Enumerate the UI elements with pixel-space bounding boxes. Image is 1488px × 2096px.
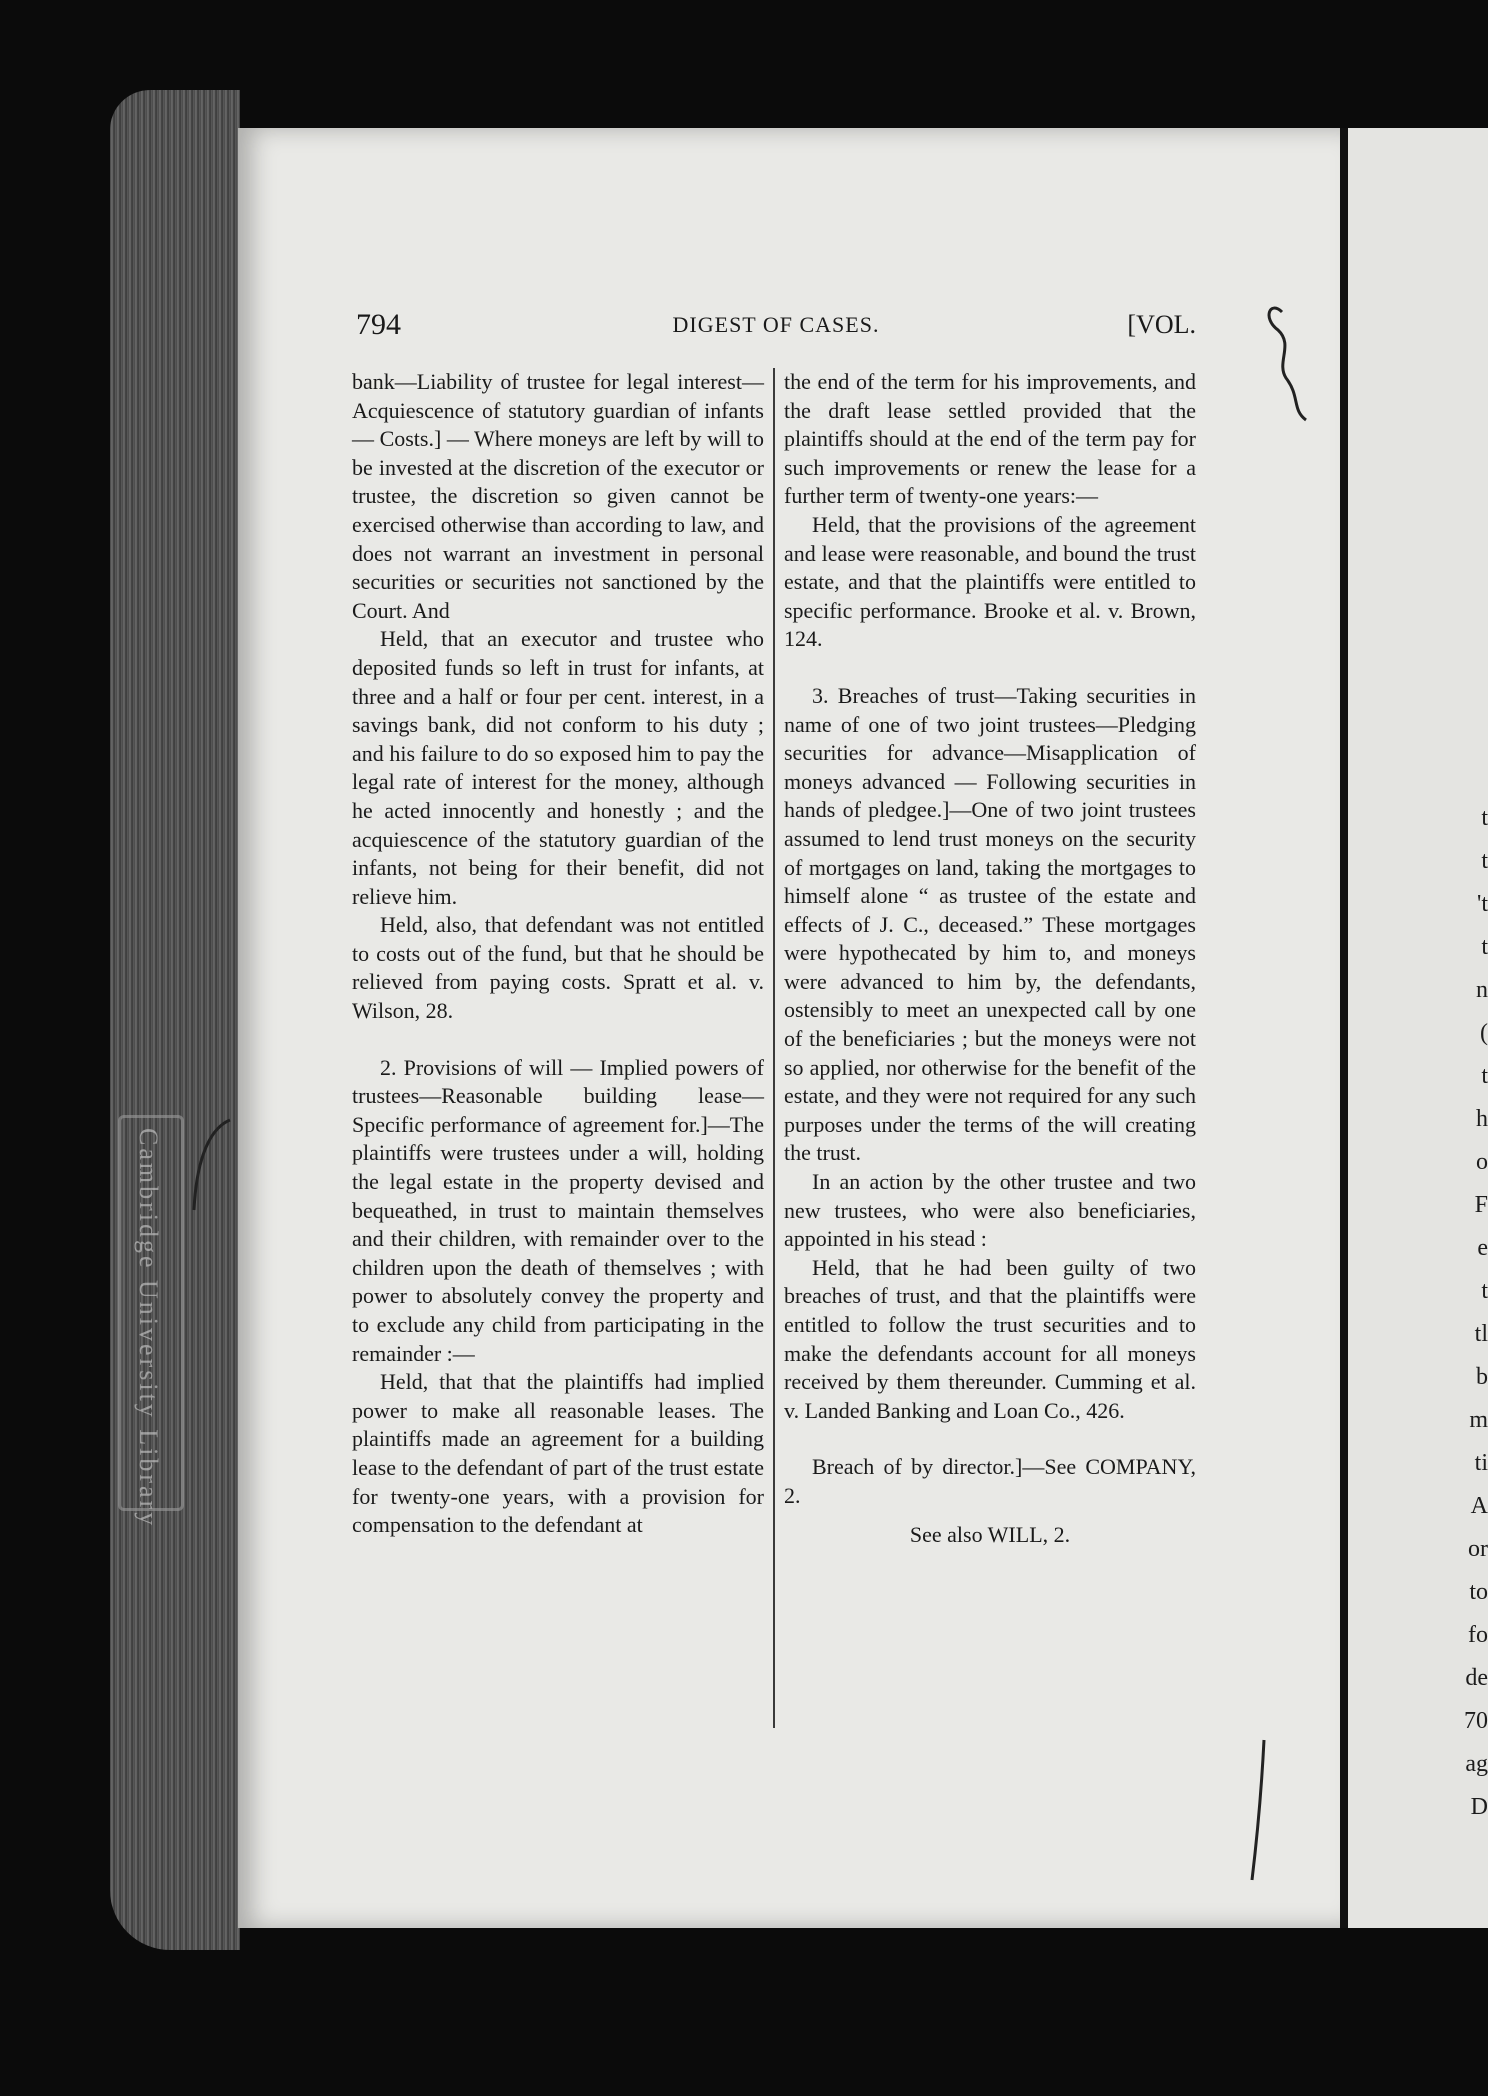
paragraph: Held, that an executor and trustee who deposited funds so left in trust for infants, at three and a half or four per cent. interest, in a savings bank, did not conform to his duty ; and his failure to do so exposed him to pay the legal rate of interest for the money, although he acted innocently and honestly ; and the acquiescence of the statutory guardian of the infants, not being for their benefit, did not relieve him. bbox=[352, 626, 764, 909]
next-page-text-fragment: ti bbox=[1474, 1450, 1488, 1476]
volume-marker: [VOL. bbox=[1127, 310, 1196, 339]
paragraph: Held, that he had been guilty of two breaches of trust, and that the plaintiffs were entitled to follow the trust securities and to make the defendants account for all moneys received by them thereunder. Cumming et al. v. Landed Banking and Loan Co., 426. bbox=[784, 1254, 1196, 1423]
paragraph: Held, that the provisions of the agreement and lease were reasonable, and bound the trust estate, and that the plaintiffs were entitled to specific performance. Brooke et al. v. Brown, 124. bbox=[784, 511, 1196, 652]
pencil-mark-bottom-right bbox=[1252, 1740, 1264, 1880]
next-page-text-fragment: e bbox=[1477, 1235, 1488, 1261]
paragraph: Held, that that the plaintiffs had implied power to make all reasonable leases. The plaintiffs made an agreement for a building lease to the defendant of part of the trust estate for twenty-one years, with a provision for compensation to the defendant at bbox=[352, 1369, 764, 1538]
next-page-text-fragment: 't bbox=[1477, 891, 1488, 917]
next-page-text-fragment: A bbox=[1470, 1493, 1488, 1519]
next-page-text-fragment: t bbox=[1481, 1063, 1488, 1089]
paragraph: In an action by the other trustee and two new trustees, who were also beneficiaries, appointed in his stead : bbox=[784, 1169, 1196, 1252]
next-page-text-fragment: t bbox=[1481, 1278, 1488, 1304]
next-page-text-fragment: m bbox=[1469, 1407, 1488, 1433]
next-page-text-fragment: D bbox=[1470, 1794, 1488, 1820]
next-page-text-fragment: F bbox=[1474, 1192, 1488, 1218]
next-page-text-fragment: o bbox=[1476, 1149, 1488, 1175]
next-page-text-fragment: tl bbox=[1474, 1321, 1488, 1347]
cross-reference: Breach of by director.]—See COMPANY, 2. bbox=[784, 1454, 1196, 1508]
next-page-text-fragment: to bbox=[1469, 1579, 1488, 1605]
paragraph: the end of the term for his improvements, and the draft lease settled provided that the plaintiffs should at the end of the term pay for such improvements or renew the lease for a further term of twenty-one years:— bbox=[784, 369, 1196, 509]
pencil-mark-stamp-hook bbox=[194, 1120, 230, 1210]
next-page-text-fragment: t bbox=[1481, 848, 1488, 874]
next-page-text-fragment: fo bbox=[1468, 1622, 1488, 1648]
running-title: DIGEST OF CASES. bbox=[672, 312, 880, 337]
next-page-text-fragment: ( bbox=[1480, 1020, 1488, 1046]
paragraph: 3. Breaches of trust—Taking securities in name of one of two joint trustees—Pledging securities for advance—Misapplication of moneys advanced — Following securities in hands of pledgee.]—One of two joint trustees assumed to lend trust moneys on the security of mortgages on land, taking the mortgages to himself alone “ as trustee of the estate and effects of J. C., deceased.” These mortgages were hypothecated by him to, and moneys were advanced to him by, the defendants, ostensibly to meet an unexpected call by one of the beneficiaries ; but the moneys were not so applied, nor otherwise for the benefit of the estate, and they were not required for any such purposes under the terms of the will creating the trust. bbox=[784, 682, 1196, 1166]
next-page-text-fragment: t bbox=[1481, 805, 1488, 831]
see-also-reference: See also WILL, 2. bbox=[909, 1521, 1071, 1547]
page-number: 794 bbox=[356, 308, 401, 341]
next-page-text-fragment: de bbox=[1465, 1665, 1488, 1691]
next-page-text-fragment: 70 bbox=[1464, 1708, 1488, 1734]
next-page-text-fragment: h bbox=[1476, 1106, 1488, 1132]
pencil-mark-top-right bbox=[1269, 308, 1306, 420]
next-page-text-fragment: b bbox=[1476, 1364, 1488, 1390]
paragraph: Held, also, that defendant was not entitled to costs out of the fund, but that he should be relieved from paying costs. Spratt et al. v. Wilson, 28. bbox=[352, 912, 764, 1024]
paragraph: bank—Liability of trustee for legal interest—Acquiescence of statutory guardian of infants — Costs.] — Where moneys are left by will to be invested at the discretion of the executor or trustee, the discretion so given cannot be exercised otherwise than according to law, and does not warrant an investment in personal securities or securities not sanctioned by the Court. And bbox=[352, 369, 764, 623]
library-stamp-text: Cambridge University Library bbox=[134, 1128, 163, 1529]
next-page-text-fragment: n bbox=[1476, 977, 1488, 1003]
next-page-text-fragment: t bbox=[1481, 934, 1488, 960]
paragraph: 2. Provisions of will — Implied powers of trustees—Reasonable building lease—Specific performance of agreement for.]—The plaintiffs were trustees under a will, holding the legal estate in the property devised and bequeathed, in trust to maintain themselves and their children, with remainder over to the children upon the death of themselves ; with power to absolutely convey the property and to exclude any child from participating in the remainder :— bbox=[352, 1054, 764, 1366]
next-page-text-fragment: or bbox=[1468, 1536, 1488, 1562]
next-page-text-fragment: ag bbox=[1465, 1751, 1488, 1777]
